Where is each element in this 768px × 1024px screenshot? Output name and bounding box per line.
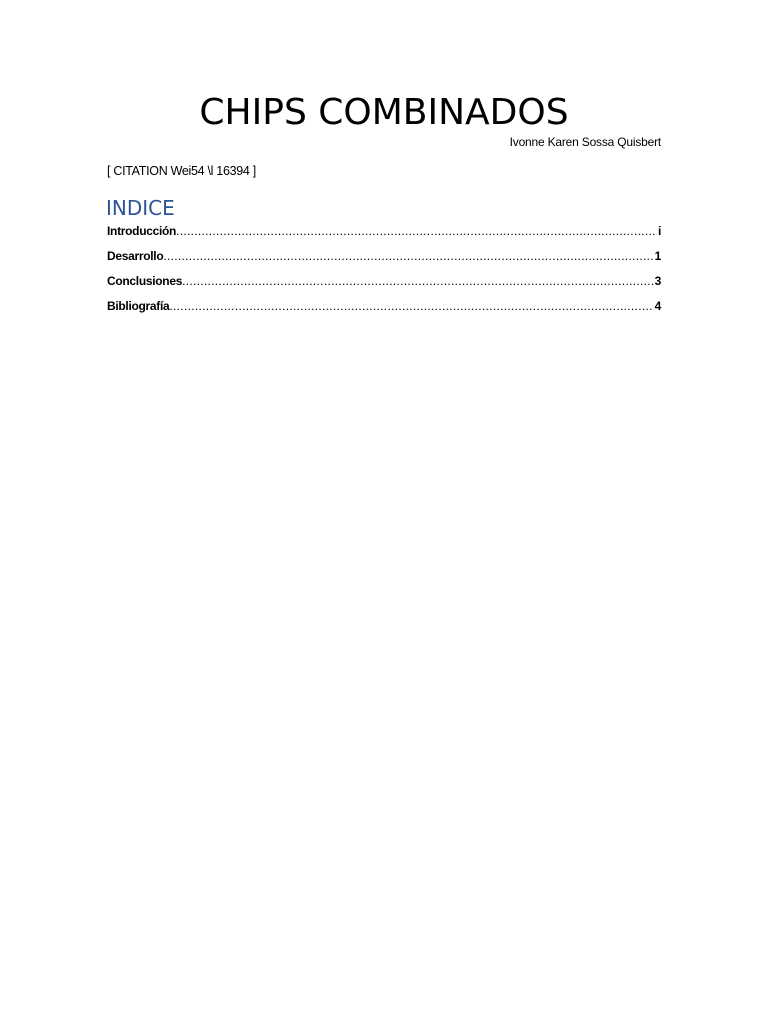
toc-dot-leader <box>169 299 653 313</box>
toc-entry-page: 4 <box>654 299 661 313</box>
toc-entry-label: Conclusiones <box>107 274 183 288</box>
toc-entry-page: 3 <box>654 274 661 288</box>
toc-entry-desarrollo[interactable] <box>107 249 661 274</box>
citation-field: [ CITATION Wei54 \l 16394 ] <box>107 164 256 178</box>
toc-entry-label: Introducción <box>107 224 177 238</box>
toc-entry-label: Desarrollo <box>107 249 164 263</box>
toc-dot-leader <box>182 274 654 288</box>
toc-entry-page: 1 <box>654 249 661 263</box>
toc-heading: INDICE <box>106 196 175 220</box>
toc-entry-conclusiones[interactable] <box>107 274 661 299</box>
toc-entry-introduccion[interactable] <box>107 224 661 249</box>
table-of-contents <box>107 224 661 324</box>
toc-dot-leader <box>163 249 653 263</box>
toc-entry-bibliografia[interactable] <box>107 299 661 324</box>
document-author: Ivonne Karen Sossa Quisbert <box>509 135 661 149</box>
toc-entry-label: Bibliografía <box>107 299 170 313</box>
toc-entry-page: i <box>657 224 661 238</box>
toc-dot-leader <box>176 224 657 238</box>
document-title: CHIPS COMBINADOS <box>199 92 569 133</box>
